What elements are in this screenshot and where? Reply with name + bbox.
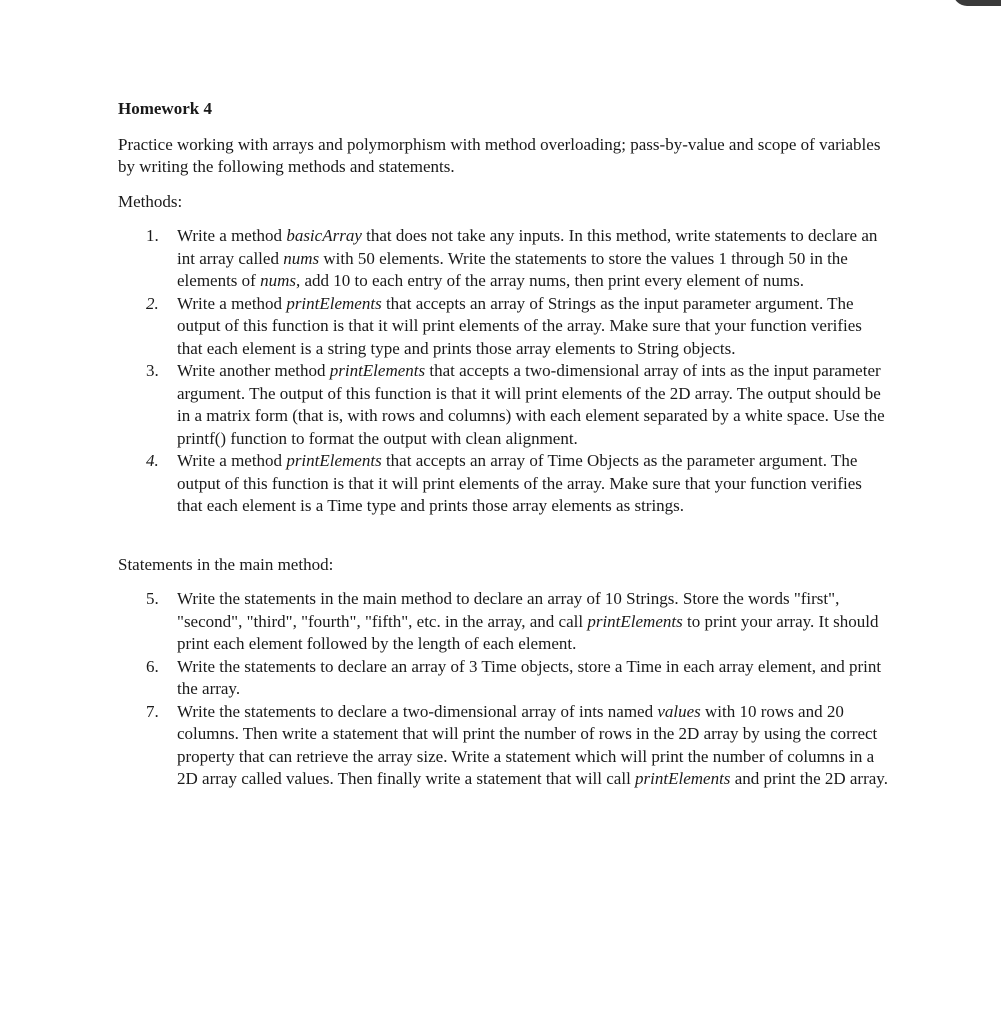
list-item-1 [146,225,888,293]
item-text: Write a method [177,451,287,470]
statements-list [118,588,888,791]
list-item-6 [146,656,888,701]
code-term: nums [260,271,296,290]
item-text: Write a method [177,293,287,313]
document-title: Homework 4 [118,99,212,118]
item-text: Write the statements to declare an array of 3 Time objects, store a Time in each array element, and print the array. [177,656,882,698]
item-number: 4. [146,451,159,470]
list-item-4 [146,450,888,518]
item-text: Write the statements in the main method to declare an array of 10 Strings. Store the words "first", "second", "third", "fourth", "fifth", etc. in the array, and call [177,589,840,631]
code-term: basicArray [286,226,362,245]
section-gap [118,518,888,554]
window-corner-tab [953,0,1001,6]
list-item-3 [146,360,888,450]
code-term: printElements [329,361,426,380]
item-text: with 10 rows and 20 columns. Then write a statement that will print the number of rows in the 2D array by using the correct property that can retrieve the array size. Write a statement which will print the number of columns in a 2D array called values. Then finally write a statement that will call [177,701,878,788]
item-number: 5. [146,589,159,608]
list-item-2 [146,293,888,361]
code-term: values [657,701,701,721]
code-term: printElements [286,293,382,313]
list-item-7 [146,701,888,791]
item-number: 6. [146,656,159,676]
item-text: that accepts an array of Time Objects as the parameter argument. The output of this function is that it will print elements of the array. Make sure that your function verifies that each element is a Time type and prints those array elements as strings. [177,451,862,515]
methods-list [118,225,888,518]
item-text: that accepts an array of Strings as the input parameter argument. The output of this function is that it will print elements of the array. Make sure that your function verifies that each element is a string type and prints those array elements to String objects. [177,293,862,358]
code-term: printElements [635,769,731,788]
item-number: 7. [146,701,159,721]
item-text: with 50 elements. Write the statements to store the values 1 through 50 in the elements of [177,248,848,290]
item-text: that accepts a two-dimensional array of ints as the input parameter argument. The output of this function is that it will print elements of the 2D array. The output should be in a matrix form (that is, with rows and columns) with each element separated by a white space. Use the printf() function to format the output with clean alignment. [177,361,885,448]
item-text: Write another method [177,361,330,380]
item-number: 2. [146,293,159,313]
statements-heading: Statements in the main method: [118,554,334,574]
intro-paragraph: Practice working with arrays and polymorphism with method overloading; pass-by-value and scope of variables by writing the following methods and statements. [118,134,881,176]
item-text: and print the 2D array. [730,769,888,788]
item-text: Write a method [177,226,287,245]
code-term: printElements [587,611,683,631]
item-number: 1. [146,226,159,245]
item-text: Write the statements to declare a two-dimensional array of ints named [177,701,658,721]
item-text: that does not take any inputs. In this method, write statements to declare an int array called [177,226,878,268]
item-text: , add 10 to each entry of the array nums, then print every element of nums. [296,271,804,290]
methods-heading: Methods: [118,191,183,211]
document-body [118,98,888,791]
code-term: printElements [286,451,382,470]
item-number: 3. [146,361,159,380]
list-item-5 [146,588,888,656]
code-term: nums [283,248,320,268]
item-text: to print your array. It should print each element followed by the length of each element. [177,611,879,653]
